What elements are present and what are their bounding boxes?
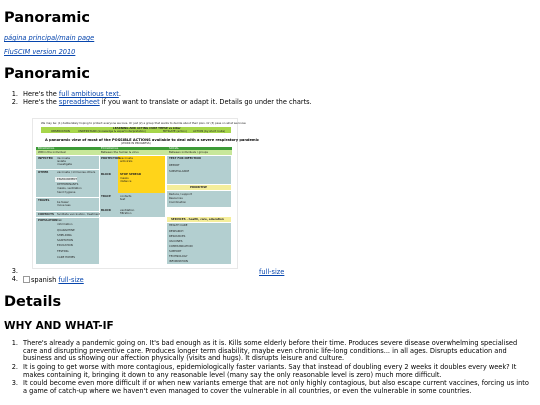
cell-text: masks — [120, 176, 129, 180]
cell-text: SHIELDING — [57, 233, 72, 237]
cell-text: vaccinate / immunise others — [57, 170, 96, 174]
cell-text: Reduce / support — [169, 192, 192, 196]
cell-text: EDUCATION — [57, 243, 73, 247]
cell-text: masks, ventilation — [57, 186, 82, 190]
col3-header: SOCIAL — [169, 146, 179, 150]
cell-text: QUARANTINE — [57, 228, 75, 232]
why-text: It is going to get worse with more contagious, epidemiologically faster variants. Say that instead of doubling every 2 weeks it doubles every week? It makes containing it, bringing it down to any reasonable level (many say the only reasonable level is zero) much more difficult. — [23, 363, 517, 379]
section-heading-panoramic: Panoramic — [4, 66, 90, 82]
chart-main-title: A panoramic view of most of the POSSIBLE ACTIONS available to deal with a severe respiratory pandemic — [45, 138, 260, 142]
row-label: CONTACTS — [38, 212, 54, 216]
cell-text: test — [120, 197, 126, 201]
cell-text: be fewer — [57, 200, 69, 204]
chart-top-note: We may be: (1) deliberately hoping to protect everyone we love. Or just (2) a group that wants to decide about their plan. Or (3) pass on what we know. — [41, 121, 247, 125]
list-text: if you want to translate or adapt it. Details go under the charts. — [99, 98, 312, 106]
cell-text: ENVIRONMENT — [57, 177, 78, 181]
list-number: 1. — [11, 339, 18, 347]
cell-text: RESOURCES — [169, 234, 186, 238]
cell-text: COMMUNICATION — [169, 244, 193, 248]
cell-text: TECHNOLOGY — [169, 254, 188, 258]
cell-text: move less — [57, 203, 71, 207]
cell-text: BLOCK — [101, 208, 112, 212]
cell-text: distance — [120, 179, 132, 183]
row-label: POPULATION — [38, 218, 58, 222]
cell-text: BLOCK — [101, 172, 112, 176]
cell-text: vaccinate — [120, 156, 133, 160]
cell-text: risk — [57, 218, 62, 222]
cell-text: SUPPORT — [169, 249, 182, 253]
main-page-link[interactable]: página principal/main page — [4, 34, 95, 42]
page-title: Panoramic — [4, 10, 90, 26]
col1-header: BIOLOGICAL — [38, 146, 55, 150]
broken-image-icon — [23, 276, 30, 283]
cell-text: RESEARCH — [169, 229, 184, 233]
col2-header: ECOLOGICAL — [101, 146, 119, 150]
cell-text: DETERMINANTS — [57, 182, 79, 186]
cell-text: REPORT — [169, 163, 180, 167]
cell-text: TEST FOR INFECTION — [169, 156, 201, 160]
list-text: . — [118, 90, 121, 98]
cell-text: ventilation — [120, 208, 135, 212]
row-label: INFECTED — [38, 156, 53, 160]
full-text-link[interactable]: full ambitious text — [58, 90, 119, 98]
list-number: 2. — [11, 363, 18, 371]
cell-text: CARE HOMES — [57, 255, 75, 259]
list-number: 2. — [11, 98, 18, 106]
cell-text: SURVEILLANCE — [169, 169, 190, 173]
why-text: There's already a pandemic going on. It's bad enough as it is. Kills some elderly before their time. Produces severe disease overwhelming specialised care and disrupting preventive care. Produces longer term disability, maybe even chronic life-long conditions... in all ages. Disrupts education and business and us showing our affection physically (visits and hugs). It disrupts leisure and culture. — [23, 339, 518, 363]
cell-text: STOP SPREAD — [120, 172, 142, 176]
cell-text: investigate — [57, 162, 72, 166]
row-label: OTHER — [38, 170, 49, 174]
cell-text: information — [57, 222, 73, 226]
row-label: TRAVEL — [38, 198, 50, 202]
cell-text: HEALTH CARE — [169, 223, 188, 227]
cell-text: PROTECTION — [101, 156, 121, 160]
chart-main-subtitle: (WORK IN PROGRESS) — [121, 141, 151, 145]
list-number: 3. — [11, 379, 18, 387]
list-text: Here's the — [23, 90, 59, 98]
cell-text: SANITATION — [57, 238, 74, 242]
list-number: 4. — [11, 275, 18, 283]
details-heading: Details — [4, 294, 62, 310]
cell-text: Vaccinate — [57, 156, 71, 160]
list-item — [4, 276, 534, 284]
list-number: 3. — [11, 267, 18, 275]
cell-text: VACCINES — [169, 239, 183, 243]
cell-text: facilitate vaccination, treatment — [57, 212, 101, 216]
chart-banner-title: LEARNING AND ACTING CURE THESE vs killer — [113, 126, 181, 130]
cell-text: antivirals — [120, 159, 133, 163]
version-link[interactable]: FluSCIM version 2010 — [4, 48, 76, 56]
cell-text: isolate — [57, 159, 66, 163]
spanish-image-alt: spanish — [31, 276, 57, 284]
cell-text: SERVICES - health, care, education — [171, 217, 224, 221]
cell-text: Resources — [169, 196, 183, 200]
spreadsheet-link[interactable]: spreadsheet — [58, 98, 100, 106]
list-number: 1. — [11, 90, 18, 98]
cell-text: INFORMATION — [169, 259, 188, 263]
cell-text: PRIORITISE — [190, 185, 207, 189]
cell-text: filtration — [120, 211, 132, 215]
col2-subheader: Between the human & virus — [101, 150, 139, 154]
full-size-link[interactable]: full-size — [259, 268, 285, 276]
cell-text: contacts — [120, 194, 132, 198]
cell-text: Coordination — [169, 200, 187, 204]
cell-text: TRACE — [101, 194, 111, 198]
chart-banner-sub: ACTION (by short route) — [193, 129, 226, 133]
why-heading: WHY AND WHAT-IF — [4, 320, 114, 332]
chart-banner-sub: UNDERSTAND (knowledge & expert interpretation) — [78, 129, 147, 133]
panoramic-chart-image[interactable] — [32, 118, 260, 269]
cell-text: TESTING — [57, 249, 69, 253]
col3-subheader: Between individuals / groups — [169, 150, 208, 154]
chart-banner-sub: MITIGATE (action) — [163, 129, 187, 133]
why-text: It could become even more difficult if or when new variants emerge that are not only highly contagious, but also escape current vaccines, forcing us into a game of catch-up where we haven't even managed to cover the vulnerable in all countries, or even the vulnerable in some countries. — [23, 379, 529, 395]
chart-banner-sub: OBSERVATION — [51, 129, 70, 133]
cell-text: hand hygiene — [57, 190, 76, 194]
list-text: Here's the — [23, 98, 59, 106]
list-item — [4, 99, 534, 107]
full-size-link-spanish[interactable]: full-size — [58, 276, 84, 284]
col1-subheader: Within the individual — [38, 150, 66, 154]
